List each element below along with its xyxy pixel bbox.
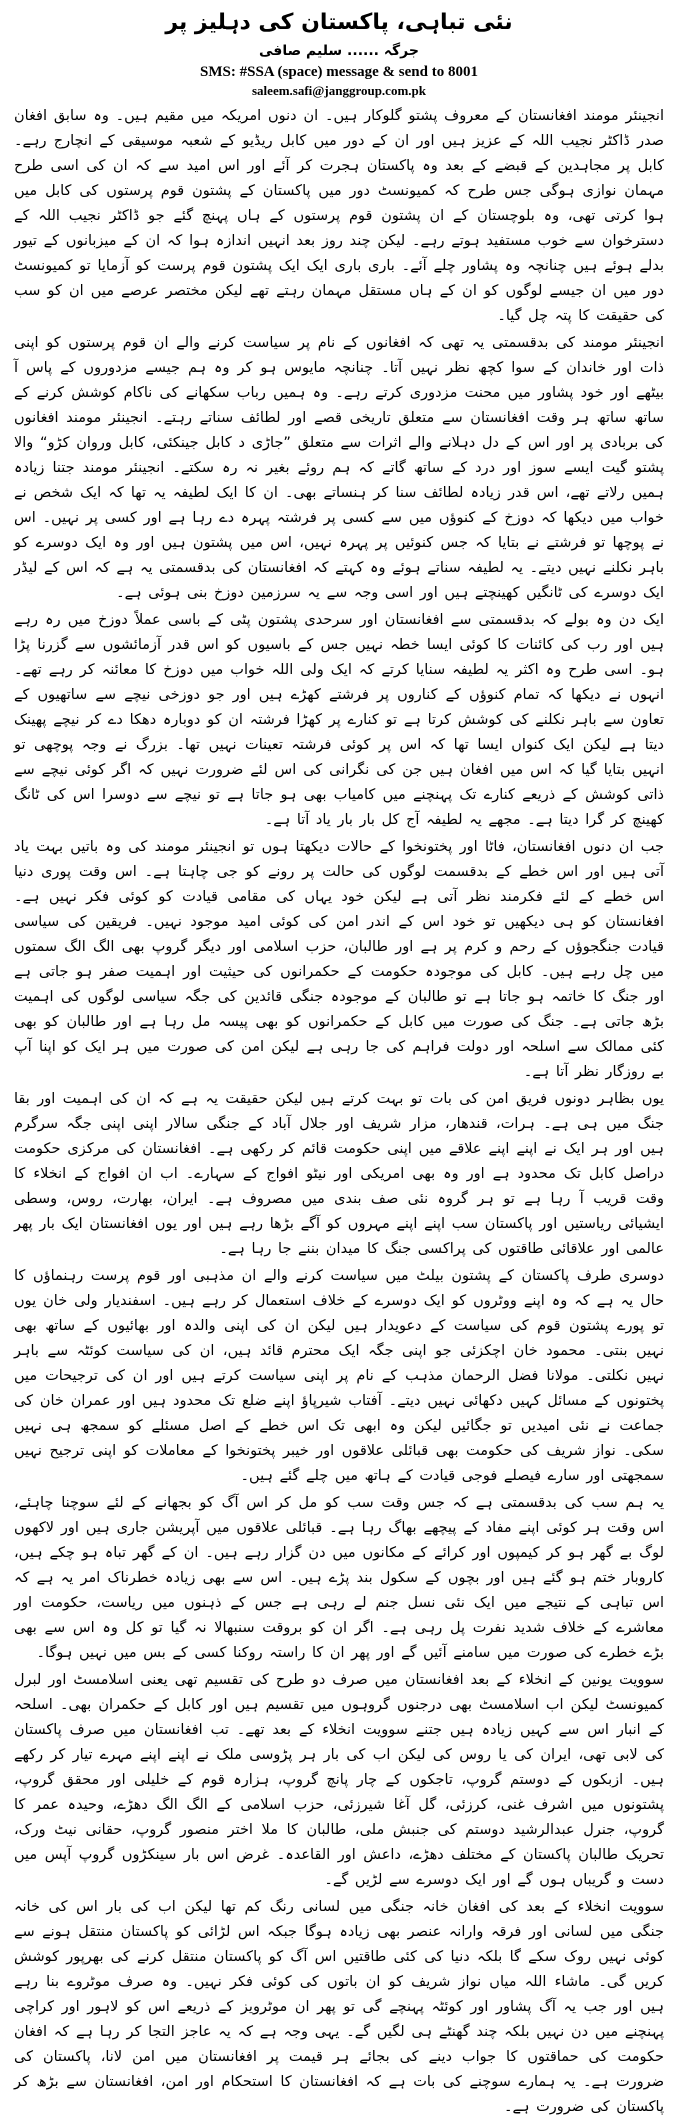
paragraph: دوسری طرف پاکستان کے پشتون بیلٹ میں سیاست کرنے والے ان مذہبی اور قوم پرست رہنماؤں کا حال یہ ہے کہ وہ اپنے ووٹروں کو ایک دوسرے کے خلاف استعمال کر رہے ہیں۔ اسفندیار ولی خان یوں تو پورے پشتون قوم کی سیاست کے دعویدار ہیں لیکن ان کی اپنی والدہ اور بھائیوں کے ساتھ بھی نہیں بنتی۔ محمود خان اچکزئی جو اپنی جگہ ایک محترم قائد ہیں، ان کی سیاست کوئٹہ سے باہر نہیں نکلتی۔ مولانا فضل الرحمان مذہب کے نام پر اپنی سیاست کرتے ہیں اور ان کی ترجیحات میں پختونوں کے مسائل کہیں دکھائی نہیں دیتے۔ آفتاب شیرپاؤ اپنے ضلع تک محدود ہیں اور عمران خان کی جماعت نے نئی امیدیں تو جگائیں لیکن وہ ابھی تک اس خطے کے اصل مسئلے کو سمجھ ہی نہیں سکی۔ نواز شریف کی حکومت بھی قبائلی علاقوں اور خیبر پختونخوا کے معاملات کو اپنی ترجیح نہیں سمجھتی اور سارے فیصلے فوجی قیادت کے ہاتھ میں چلے گئے ہیں۔ [14, 1268, 664, 1484]
paragraph: یہ ہم سب کی بدقسمتی ہے کہ جس وقت سب کو مل کر اس آگ کو بجھانے کے لئے سوچنا چاہئے، اس وقت ہر کوئی اپنے مفاد کے پیچھے بھاگ رہا ہے۔ قبائلی علاقوں میں آپریشن جاری ہیں اور لاکھوں لوگ بے گھر ہو کر کیمپوں اور کرائے کے مکانوں میں دن گزار رہے ہیں۔ ان کے گھر تباہ ہو چکے ہیں، کاروبار ختم ہو گئے ہیں اور بچوں کے سکول بند پڑے ہیں۔ اس سے بھی زیادہ خطرناک امر یہ ہے کہ اس تباہی کے نتیجے میں ایک نئی نسل جنم لے رہی ہے جس کے ذہنوں میں ریاست، حکومت اور معاشرے کے خلاف شدید نفرت پل رہی ہے۔ اگر ان کو بروقت سنبھالا نہ گیا تو کل وہ اس سے بھی بڑے خطرے کی صورت میں سامنے آئیں گے اور پھر ان کا راستہ روکنا کسی کے بس میں نہیں ہوگا۔ [14, 1495, 664, 1661]
sms-line: SMS: #SSA (space) message & send to 8001 [200, 64, 478, 80]
byline: جرگہ ...... سلیم صافی [259, 43, 419, 59]
paragraph: یوں بظاہر دونوں فریق امن کی بات تو بہت کرتے ہیں لیکن حقیقت یہ ہے کہ ان کی اہمیت اور بقا جنگ میں ہی ہے۔ ہرات، قندھار، مزار شریف اور جلال آباد کے جنگی سالار اپنی اپنی جگہ سرگرم ہیں اور ہر ایک نے اپنے اپنے علاقے میں اپنی حکومت قائم کر رکھی ہے۔ افغانستان کی مرکزی حکومت دراصل کابل تک محدود ہے اور وہ بھی امریکی اور نیٹو افواج کے سہارے۔ اب ان افواج کے انخلاء کا وقت قریب آ رہا ہے تو ہر گروہ نئی صف بندی میں مصروف ہے۔ ایران، بھارت، روس، وسطی ایشیائی ریاستیں اور پاکستان سب اپنے اپنے مہروں کو آگے بڑھا رہے ہیں اور یوں افغانستان ایک بار پھر عالمی اور علاقائی طاقتوں کی پراکسی جنگ کا میدان بننے جا رہا ہے۔ [14, 1091, 664, 1257]
paragraph: انجینئر مومند کی بدقسمتی یہ تھی کہ افغانوں کے نام پر سیاست کرنے والے ان قوم پرستوں کو اپنی ذات اور خاندان کے سوا کچھ نظر نہیں آتا۔ چنانچہ مایوس ہو کر وہ ہم جیسے مزدوروں کے پاس آ بیٹھے اور خود پشاور میں محنت مزدوری کرتے رہے۔ وہ ہمیں رباب سکھانے کی ناکام کوشش کرنے کے ساتھ ساتھ ہر وقت افغانستان سے متعلق تاریخی قصے اور لطائف سناتے رہتے۔ انجینئر مومند افغانوں کی بربادی پر اور اس کے دل دہلانے والے اثرات سے متعلق ”جاڑی د کابل جینکئی، کابل وروان کڑو“ والا پشتو گیت ایسے سوز اور درد کے ساتھ گاتے کہ ہم روئے بغیر نہ رہ سکتے۔ انجینئر مومند جتنا زیادہ ہمیں رلاتے تھے، اس قدر زیادہ لطائف سنا کر ہنساتے بھی۔ ان کا ایک لطیفہ یہ تھا کہ ایک شخص نے خواب میں دیکھا کہ دوزخ کے کنوؤں میں سے کسی پر فرشتہ پہرہ دے رہا ہے اور کسی پر نہیں۔ اس نے پوچھا تو فرشتے نے بتایا کہ جس کنوئیں پر پہرہ نہیں، اس میں پشتون ہیں اور وہ ایک دوسرے کو باہر نکلنے نہیں دیتے۔ یہ لطیفہ سناتے ہوئے وہ کہتے کہ افغانستان کی بدقسمتی یہ ہے کہ اس کے لیڈر ایک دوسرے کی ٹانگیں کھینچتے ہیں اور اسی وجہ سے یہ سرزمین دوزخ بنی ہوئی ہے۔ [14, 335, 664, 601]
paragraph: ایک دن وہ بولے کہ بدقسمتی سے افغانستان اور سرحدی پشتون پٹی کے باسی عملاً دوزخ میں رہ رہے ہیں اور رب کی کائنات کا کوئی ایسا خطہ نہیں جس کے باسیوں کو اس قدر آزمائشوں سے گزرنا پڑا ہو۔ اسی طرح وہ اکثر یہ لطیفہ سنایا کرتے کہ ایک ولی اللہ خواب میں دوزخ کا معائنہ کر رہے تھے۔ انہوں نے دیکھا کہ تمام کنوؤں کے کناروں پر فرشتے کھڑے ہیں اور جو دوزخی نیچے سے ساتھیوں کے تعاون سے باہر نکلنے کی کوشش کرتا ہے تو کنارے پر کھڑا فرشتہ ان کو دوبارہ دھکا دے کر نیچے پھینک دیتا ہے لیکن ایک کنواں ایسا تھا کہ اس پر کوئی فرشتہ تعینات نہیں تھا۔ بزرگ نے وجہ پوچھی تو انہیں بتایا گیا کہ اس میں افغان ہیں جن کی نگرانی کی اس لئے ضرورت نہیں کہ اگر کوئی نیچے سے ذاتی کوشش کے ذریعے کنارے تک پہنچنے میں کامیاب بھی ہو جاتا ہے تو نیچے سے دوسرا اس کی ٹانگ کھینچ کر گرا دیتا ہے۔ مجھے یہ لطیفہ آج کل بار بار یاد آتا ہے۔ [14, 612, 664, 828]
column-header [14, 6, 664, 104]
author-email: saleem.safi@janggroup.com.pk [252, 83, 426, 98]
paragraph: سوویت انخلاء کے بعد کی افغان خانہ جنگی میں لسانی رنگ کم تھا لیکن اب کی بار اس کی خانہ جنگی میں لسانی اور فرقہ وارانہ عنصر بھی زیادہ ہوگا جبکہ اس لڑائی کو پاکستان منتقل ہونے سے کوئی نہیں روک سکے گا بلکہ دنیا کی کئی طاقتیں اس آگ کو پاکستان منتقل کرنے کی بھرپور کوشش کریں گی۔ ماشاء اللہ میاں نواز شریف کو ان باتوں کی کوئی فکر نہیں۔ وہ صرف موٹروے بنا رہے ہیں اور جب یہ آگ پشاور اور کوئٹہ پہنچے گی تو پھر ان موٹرویز کے ذریعے اس کو لاہور اور کراچی پہنچنے میں دن نہیں بلکہ چند گھنٹے ہی لگیں گے۔ یہی وجہ ہے کہ یہ عاجز التجا کر رہا ہے کہ افغان حکومت کی حماقتوں کا جواب دینے کی بجائے ہر قیمت پر افغانستان میں امن لانا، پاکستان کی ضرورت ہے۔ یہ ہمارے سوچنے کی بات ہے کہ افغانستان کا استحکام اور امن، افغانستان سے بڑھ کر پاکستان کی ضرورت ہے۔ [14, 1899, 664, 2115]
paragraph: انجینئر مومند افغانستان کے معروف پشتو گلوکار ہیں۔ ان دنوں امریکہ میں مقیم ہیں۔ وہ سابق افغان صدر ڈاکٹر نجیب اللہ کے عزیز ہیں اور ان کے دور میں کابل ریڈیو کے شعبہ موسیقی کے انچارج رہے۔ کابل پر مجاہدین کے قبضے کے بعد وہ پاکستان ہجرت کر آئے اور اس امید سے کہ ان کی اسی طرح مہمان نوازی ہوگی جس طرح کہ کمیونسٹ دور میں پاکستان کے پشتون قوم پرستوں کی کابل میں ہوا کرتی تھی، وہ بلوچستان کے ان پشتون قوم پرستوں کے ہاں پہنچ گئے جو ڈاکٹر نجیب اللہ کے دسترخوان سے خوب مستفید ہوتے رہے۔ لیکن چند روز بعد انہیں اندازہ ہوا کہ ان کے میزبانوں کے تیور بدلے ہوئے ہیں چنانچہ وہ پشاور چلے آئے۔ باری باری ایک ایک پشتون قوم پرست کو آزمایا تو کمیونسٹ دور میں ان جیسے لوگوں کو ان کے ہاں مستقل مہمان رہتے تھے لیکن مختصر عرصے میں ان کو سب کی حقیقت کا پتہ چل گیا۔ [14, 108, 664, 324]
paragraph: جب ان دنوں افغانستان، فاٹا اور پختونخوا کے حالات دیکھتا ہوں تو انجینئر مومند کی وہ باتیں بہت یاد آتی ہیں اور اس خطے کے بدقسمت لوگوں کی حالت پر رونے کو جی چاہتا ہے۔ اس وقت پوری دنیا اس خطے کے لئے فکرمند نظر آتی ہے لیکن خود یہاں کی مقامی قیادت کو کوئی فکر نہیں ہے۔ افغانستان کو ہی دیکھیں تو خود اس کے اندر امن کی کوئی امید موجود نہیں۔ فریقین کی سیاسی قیادت جنگجوؤں کے رحم و کرم پر ہے اور طالبان، حزب اسلامی اور دیگر گروپ بھی الگ الگ سمتوں میں چل رہے ہیں۔ کابل کی موجودہ حکومت کے حکمرانوں کی حیثیت اور اہمیت صفر ہو جاتی ہے اور جنگ کا خاتمہ ہو جاتا ہے تو طالبان کے موجودہ جنگی قائدین کی جگہ سیاسی لوگوں کی اہمیت بڑھ جاتی ہے۔ جنگ کی صورت میں کابل کے حکمرانوں کو بھی پیسہ مل رہا ہے اور طالبان کو بھی کئی ممالک سے اسلحہ اور دولت فراہم کی جا رہی ہے لیکن امن کی صورت میں ہر ایک کو اپنا آپ بے روزگار نظر آتا ہے۔ [14, 839, 664, 1080]
article-body [14, 104, 664, 2120]
paragraph: سوویت یونین کے انخلاء کے بعد افغانستان میں صرف دو طرح کی تقسیم تھی یعنی اسلامسٹ اور لبرل کمیونسٹ لیکن اب اسلامسٹ بھی درجنوں گروہوں میں تقسیم ہیں اور کابل کے حکمران بھی۔ اسلحہ کے انبار اس سے کہیں زیادہ ہیں جتنے سوویت انخلاء کے بعد تھے۔ تب افغانستان میں صرف پاکستان کی لابی تھی، ایران کی یا روس کی لیکن اب کی بار ہر پڑوسی ملک نے اپنے اپنے مہرے تیار کر رکھے ہیں۔ ازبکوں کے دوستم گروپ، تاجکوں کے چار پانچ گروپ، ہزارہ قوم کے خلیلی اور محقق گروپ، پشتونوں میں اشرف غنی، کرزئی، گل آغا شیرزئی، حزب اسلامی کے الگ الگ دھڑے، وحیدہ عمر کا گروپ، جنرل عبدالرشید دوستم کی جنبش ملی، طالبان کا ملا اختر منصور گروپ، حقانی نیٹ ورک، تحریک طالبان پاکستان کے مختلف دھڑے، داعش اور القاعدہ۔ غرض اس بار سینکڑوں گروپ آپس میں دست و گریباں ہوں گے اور ایک دوسرے سے لڑیں گے۔ [14, 1672, 664, 1888]
headline: نئی تباہی، پاکستان کی دہلیز پر [165, 10, 513, 35]
